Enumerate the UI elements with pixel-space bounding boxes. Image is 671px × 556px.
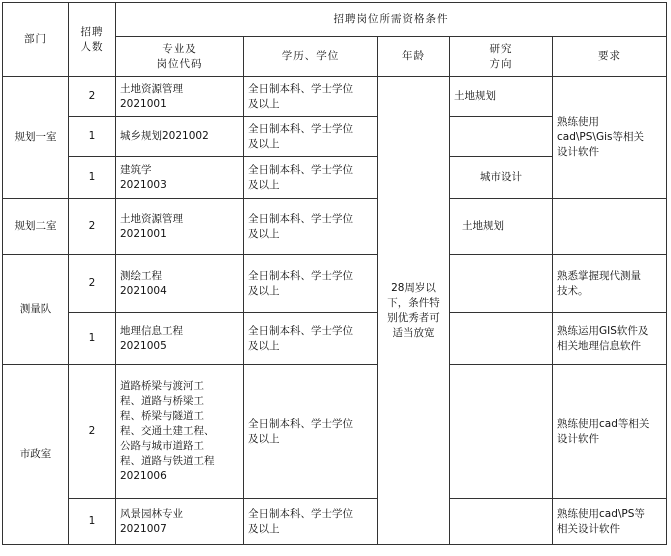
requirement-cell: 熟练使用cad\PS等 相关设计软件 [553, 499, 667, 545]
header-count: 招聘 人数 [69, 3, 116, 77]
education-cell: 全日制本科、学士学位 及以上 [244, 157, 378, 199]
header-requirement: 要求 [553, 37, 667, 77]
header-dept: 部门 [3, 3, 69, 77]
research-cell [450, 117, 553, 157]
count-cell: 1 [69, 117, 116, 157]
major-cell: 风景园林专业 2021007 [116, 499, 244, 545]
research-cell [450, 313, 553, 365]
count-cell: 2 [69, 365, 116, 499]
dept-cell: 测量队 [3, 255, 69, 365]
major-cell: 地理信息工程 2021005 [116, 313, 244, 365]
header-education: 学历、学位 [244, 37, 378, 77]
header-research: 研究 方向 [450, 37, 553, 77]
education-cell: 全日制本科、学士学位 及以上 [244, 313, 378, 365]
research-cell [450, 499, 553, 545]
research-cell: 土地规划 [450, 77, 553, 117]
dept-cell: 规划一室 [3, 77, 69, 199]
major-cell: 测绘工程 2021004 [116, 255, 244, 313]
header-age: 年龄 [378, 37, 450, 77]
count-cell: 1 [69, 313, 116, 365]
requirement-cell [553, 199, 667, 255]
major-cell: 土地资源管理 2021001 [116, 199, 244, 255]
requirement-cell: 熟练使用 cad\PS\Gis等相关 设计软件 [553, 77, 667, 199]
table-row [3, 77, 667, 117]
research-cell [450, 365, 553, 499]
header-group-title: 招聘岗位所需资格条件 [116, 3, 667, 37]
education-cell: 全日制本科、学士学位 及以上 [244, 77, 378, 117]
major-cell: 道路桥梁与渡河工 程、道路与桥梁工 程、桥梁与隧道工 程、交通土建工程、 公路与城市道路工 程、道路与铁道工程 2021006 [116, 365, 244, 499]
table-row [3, 365, 667, 499]
major-cell: 建筑学 2021003 [116, 157, 244, 199]
requirement-cell: 熟练运用GIS软件及 相关地理信息软件 [553, 313, 667, 365]
major-cell: 土地资源管理 2021001 [116, 77, 244, 117]
count-cell: 2 [69, 77, 116, 117]
table-row [3, 255, 667, 313]
recruitment-table [2, 2, 667, 545]
requirement-cell: 熟悉掌握现代测量 技术。 [553, 255, 667, 313]
education-cell: 全日制本科、学士学位 及以上 [244, 499, 378, 545]
count-cell: 2 [69, 255, 116, 313]
dept-cell: 规划二室 [3, 199, 69, 255]
age-cell: 28周岁以 下，条件特 别优秀者可 适当放宽 [378, 77, 450, 545]
research-cell [450, 255, 553, 313]
education-cell: 全日制本科、学士学位 及以上 [244, 255, 378, 313]
research-cell: 城市设计 [450, 157, 553, 199]
count-cell: 1 [69, 499, 116, 545]
header-major: 专业及 岗位代码 [116, 37, 244, 77]
dept-cell: 市政室 [3, 365, 69, 545]
table-row [3, 199, 667, 255]
major-cell: 城乡规划2021002 [116, 117, 244, 157]
research-cell: 土地规划 [450, 199, 553, 255]
table-row [3, 499, 667, 545]
count-cell: 1 [69, 157, 116, 199]
count-cell: 2 [69, 199, 116, 255]
education-cell: 全日制本科、学士学位 及以上 [244, 365, 378, 499]
table-row [3, 313, 667, 365]
requirement-cell: 熟练使用cad等相关 设计软件 [553, 365, 667, 499]
education-cell: 全日制本科、学士学位 及以上 [244, 199, 378, 255]
education-cell: 全日制本科、学士学位 及以上 [244, 117, 378, 157]
